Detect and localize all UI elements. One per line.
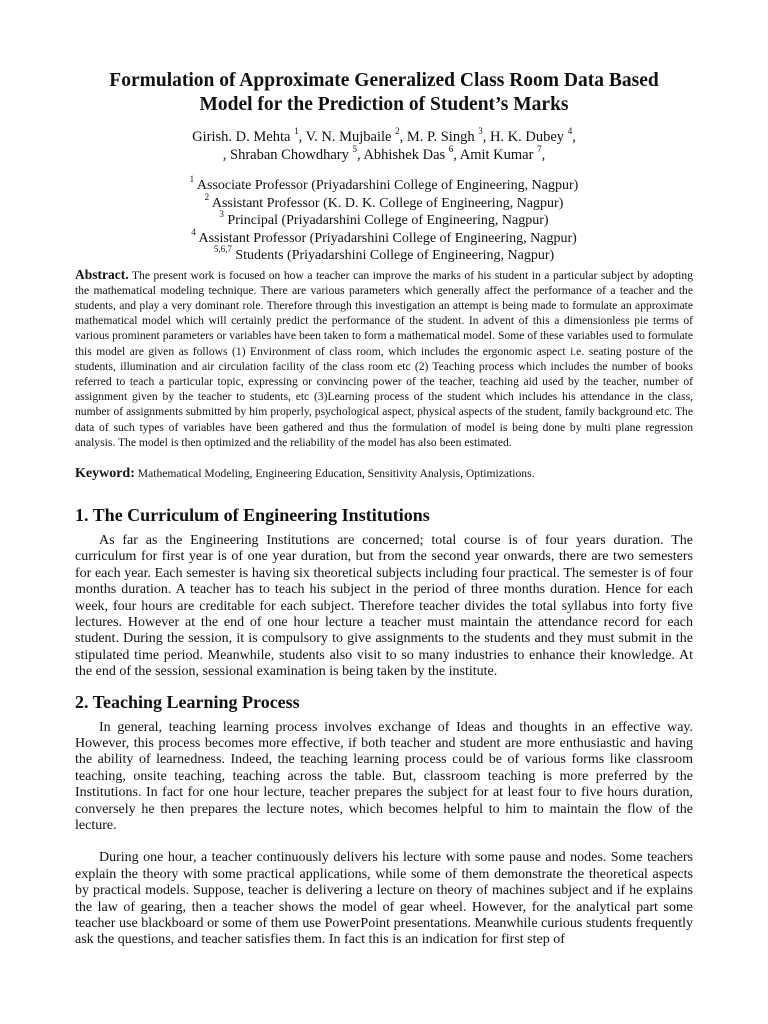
author-affiliation-marker: 4 [567, 126, 573, 137]
author-separator: , [482, 129, 490, 145]
author-name: Abhishek Das [363, 146, 446, 163]
paper-title-line-1: Formulation of Approximate Generalized Class Room Data Based [109, 70, 659, 91]
affiliation-text: Students (Priyadarshini College of Engineering, Nagpur) [235, 248, 555, 263]
author-separator: , [298, 129, 306, 145]
author-affiliation-marker: 2 [395, 126, 400, 137]
affiliation-text: Associate Professor (Priyadarshini College of Engineering, Nagpur) [196, 178, 579, 193]
author-separator: , [222, 146, 231, 163]
affiliation-marker: 5,6,7 [213, 244, 232, 255]
author-name: H. K. Dubey [489, 129, 565, 145]
abstract-text: The present work is focused on how a teacher can improve the marks of his student in a particular subject by adopting the mathematical modeling technique. There are various parameters which generally affect the performance of a teacher and the students, and play a very dominant role. Therefore through this investigation an attempt is being made to formulate an approximate mathematical model which will certainly predict the performance of the student. In advent of this a dimensionless pie terms of various prominent parameters or variables have been taken to form a mathematical model. Some of these variables used to formulate this model are given as follows (1) Environment of class room, which includes the ergonomic aspect i.e. seating posture of the students, illumination and air circulation facility of the class room etc (2) Teaching process which includes the number of books referred to teach a particular topic, expressing or convincing power of the teacher, teaching aid used by the teacher, number of assignment given by the teacher to students, etc (3)Learning process of the student which includes his attendance in the class, number of assignments submitted by him properly, psychological aspect, physical aspects of the student, family background etc. The data of such types of variables have been gathered and thus the formulation of model is being done by multi plane regression analysis. The model is then optimized and the reliability of the model has also been estimated. [75, 268, 693, 449]
author-affiliation-marker: 7 [537, 143, 542, 154]
affiliation-marker: 1 [189, 174, 195, 185]
body-paragraph: As far as the Engineering Institutions are concerned; total course is of four years duration. The curriculum for first year is of one year duration, but from the second year onwards, there are two semesters for each year. Each semester is having six theoretical subjects including four practical. The semester is of four months duration. A teacher has to teach his subject in the period of three months duration. Hence for each week, four hours are creditable for each subject. Therefore teacher divides the total syllabus into forty five lectures. However at the end of one hour lecture a teacher must maintain the attendance record for each student. During the session, it is compulsory to give assignments to the students and they must submit in the stipulated time period. Meanwhile, students also visit to so many industries to enhance their knowledge. At the end of the session, sessional examination is being taken by the institute. [75, 532, 693, 680]
author-separator: , [399, 129, 407, 145]
affiliation-text: Assistant Professor (Priyadarshini College of Engineering, Nagpur) [198, 230, 577, 246]
affiliation-marker: 3 [219, 209, 224, 220]
affiliation [75, 174, 693, 195]
affiliation [75, 244, 693, 265]
author-name: M. P. Singh [406, 129, 475, 145]
affiliation [75, 209, 693, 230]
affiliation [75, 226, 693, 248]
affiliation-marker: 2 [204, 191, 210, 202]
author-separator: , [453, 146, 460, 163]
author-name: Girish. D. Mehta [192, 129, 291, 145]
author-name: V. N. Mujbaile [305, 129, 392, 145]
author-name: Amit Kumar [459, 146, 534, 163]
affiliation-text: Principal (Priyadarshini College of Engineering, Nagpur) [227, 213, 549, 228]
author-line-2 [75, 143, 693, 165]
body-paragraph: In general, teaching learning process involves exchange of Ideas and thoughts in an effective way. However, this process becomes more effective, if both teacher and student are more enthusiastic and having the ability of learnedness. Indeed, the teaching learning process could be of various forms like classroom teaching, onsite teaching, teaching across the table. But, classroom teaching is more preferred by the Institutions. In fact for one hour lecture, teacher prepares the subject for at least four to five hours duration, conversely he then prepares the lecture notes, which becomes helpful to him to maintain the flow of the lecture. [75, 719, 693, 834]
abstract [75, 267, 693, 450]
keywords [75, 466, 693, 481]
keywords-label: Keyword: [75, 465, 135, 481]
author-affiliation-marker: 6 [448, 143, 454, 154]
author-name: Shraban Chowdhary [230, 146, 349, 163]
author-affiliation-marker: 1 [294, 126, 299, 137]
paper-title-line-2: Model for the Prediction of Student’s Marks [199, 94, 569, 115]
body-paragraph: During one hour, a teacher continuously delivers his lecture with some pause and nodes. Some teachers explain the theory with some practical applications, while some of them demonstrate the theoretical aspects by practical models. Suppose, teacher is delivering a lecture on theory of machines subject and if he explains the law of gearing, then a teacher shows the model of gear wheel. However, for the analytical part some teacher use blackboard or some of them use PowerPoint presentations. Meanwhile curious students frequently ask the questions, and teacher satisfies them. In fact this is an indication for first step of [75, 850, 693, 948]
abstract-label: Abstract. [75, 266, 129, 282]
author-line-1 [75, 126, 693, 147]
paper-title [75, 0, 693, 117]
section-heading-teaching-learning: 2. Teaching Learning Process [75, 691, 300, 712]
author-separator: , [541, 146, 546, 163]
affiliation-list [75, 174, 693, 265]
author-affiliation-marker: 5 [352, 143, 357, 154]
affiliation [75, 191, 693, 213]
affiliation-marker: 4 [191, 226, 196, 237]
section-heading-curriculum: 1. The Curriculum of Engineering Institutions [75, 504, 430, 525]
affiliation-text: Assistant Professor (K. D. K. College of Engineering, Nagpur) [211, 195, 564, 211]
author-separator: , [572, 129, 576, 145]
author-affiliation-marker: 3 [478, 126, 483, 137]
keywords-text: Mathematical Modeling, Engineering Education, Sensitivity Analysis, Optimizations. [137, 466, 535, 480]
author-list [75, 126, 693, 164]
author-separator: , [356, 146, 364, 163]
